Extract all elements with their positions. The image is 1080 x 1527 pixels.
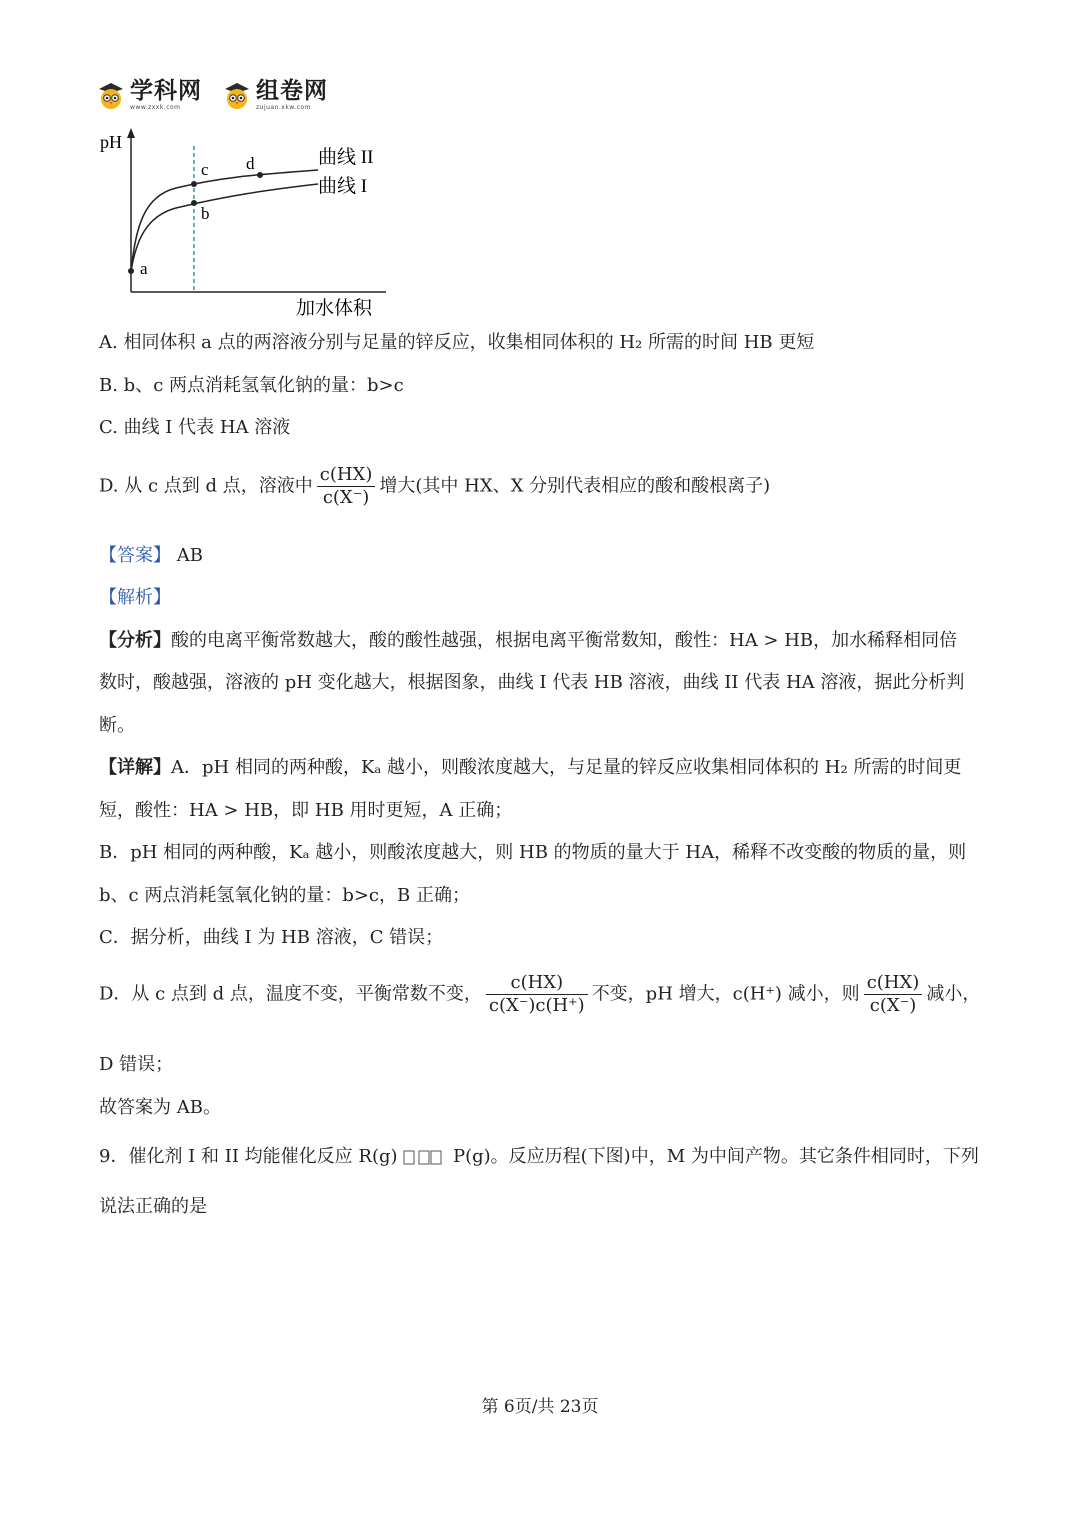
fraction-numerator: c(HX) [866,972,920,993]
curve-i-label: 曲线 I [318,176,368,197]
question-9-prefix: 9．催化剂 I 和 II 均能催化反应 R(g) [99,1146,398,1167]
fraction-numerator: c(HX) [510,972,564,993]
fraction-numerator: c(HX) [319,464,373,485]
detail-d-line-2: D 错误； [99,1054,174,1075]
header-logos [96,80,328,120]
option-d-suffix: 增大(其中 HX、X 分别代表相应的酸和酸根离子) [379,475,771,497]
y-axis-label: pH [100,132,122,152]
xuekewang-logo [96,80,202,111]
conclusion-line: 故答案为 AB。 [99,1097,221,1118]
logo-name: 学科网 [130,78,202,104]
equilibrium-arrow-placeholder-icon [403,1148,447,1166]
question-9-line-2: 说法正确的是 [99,1196,207,1217]
option-c: C. 曲线 I 代表 HA 溶液 [99,417,291,438]
point-d-label: d [246,154,255,173]
answer-line [99,544,203,568]
detail-d-fraction-1 [486,972,588,1017]
fenxi-text: 酸的电离平衡常数越大，酸的酸性越强，根据电离平衡常数知，酸性：HA > HB，加水稀释相同倍 [171,630,958,651]
fenxi-tag: 【分析】 [99,630,171,651]
detail-b-line-1: B．pH 相同的两种酸，Kₐ 越小，则酸浓度越大，则 HB 的物质的量大于 HA，稀释不改变酸的物质的量，则 [99,842,967,863]
owl-mascot-icon [96,80,126,110]
owl-mascot-icon [222,80,252,110]
detail-a-line-1 [99,756,961,780]
fenxi-line-3: 断。 [99,715,135,736]
logo-url: www.zxxk.com [130,104,181,111]
fraction-denominator: c(X⁻)c(H⁺) [486,994,588,1017]
detail-d-prefix: D．从 c 点到 d 点，温度不变，平衡常数不变， [99,983,482,1005]
option-a: A. 相同体积 a 点的两溶液分别与足量的锌反应，收集相同体积的 H₂ 所需的时间 HB 更短 [99,332,815,353]
option-d [99,464,770,509]
fenxi-line-2: 数时，酸越强，溶液的 pH 变化越大，根据图象，曲线 I 代表 HB 溶液，曲线 II 代表 HA 溶液，据此分析判 [99,672,965,693]
point-d-dot [257,172,263,178]
curve-ii-label: 曲线 II [318,147,374,168]
detail-d-middle: 不变，pH 增大，c(H⁺) 减小，则 [591,983,860,1005]
fraction-denominator: c(X⁻) [317,486,376,509]
detail-d-line [99,972,980,1017]
ph-dilution-graph [96,126,396,322]
point-a-label: a [140,259,148,278]
point-a-dot [128,268,134,274]
analysis-tag: 【解析】 [99,587,171,608]
question-9-suffix: P(g)。反应历程(下图)中，M 为中间产物。其它条件相同时，下列 [452,1146,979,1167]
curve-ii [131,170,318,271]
logo-url: zujuan.xkw.com [256,104,311,111]
point-c-dot [191,181,197,187]
detail-tag: 【详解】 [99,757,171,778]
curve-i [131,184,318,271]
x-axis-label: 加水体积 [296,298,373,319]
answer-value: AB [176,545,203,566]
point-b-dot [191,200,197,206]
answer-tag: 【答案】 [99,545,171,566]
point-c-label: c [201,160,209,179]
detail-b-line-2: b、c 两点消耗氢氧化钠的量：b>c，B 正确； [99,885,470,906]
question-9-line-1 [99,1145,979,1169]
detail-a-text: A．pH 相同的两种酸，Kₐ 越小，则酸浓度越大，与足量的锌反应收集相同体积的 H₂ 所需的时间更 [171,757,962,778]
fraction-denominator: c(X⁻) [864,994,923,1017]
y-axis-arrow-icon [127,128,135,138]
option-d-fraction [317,464,376,509]
option-b: B. b、c 两点消耗氢氧化钠的量：b>c [99,375,404,396]
detail-d-fraction-2 [864,972,923,1017]
detail-d-suffix: 减小， [926,983,981,1005]
detail-c-line: C．据分析，曲线 I 为 HB 溶液，C 错误； [99,927,444,948]
fenxi-line-1 [99,629,957,653]
detail-a-line-2: 短，酸性：HA > HB，即 HB 用时更短，A 正确； [99,800,513,821]
zujuanwang-logo [222,80,328,111]
logo-name: 组卷网 [256,78,328,104]
point-b-label: b [201,204,210,223]
option-d-prefix: D. 从 c 点到 d 点，溶液中 [99,475,313,497]
page-footer: 第 6页/共 23页 [481,1397,599,1417]
